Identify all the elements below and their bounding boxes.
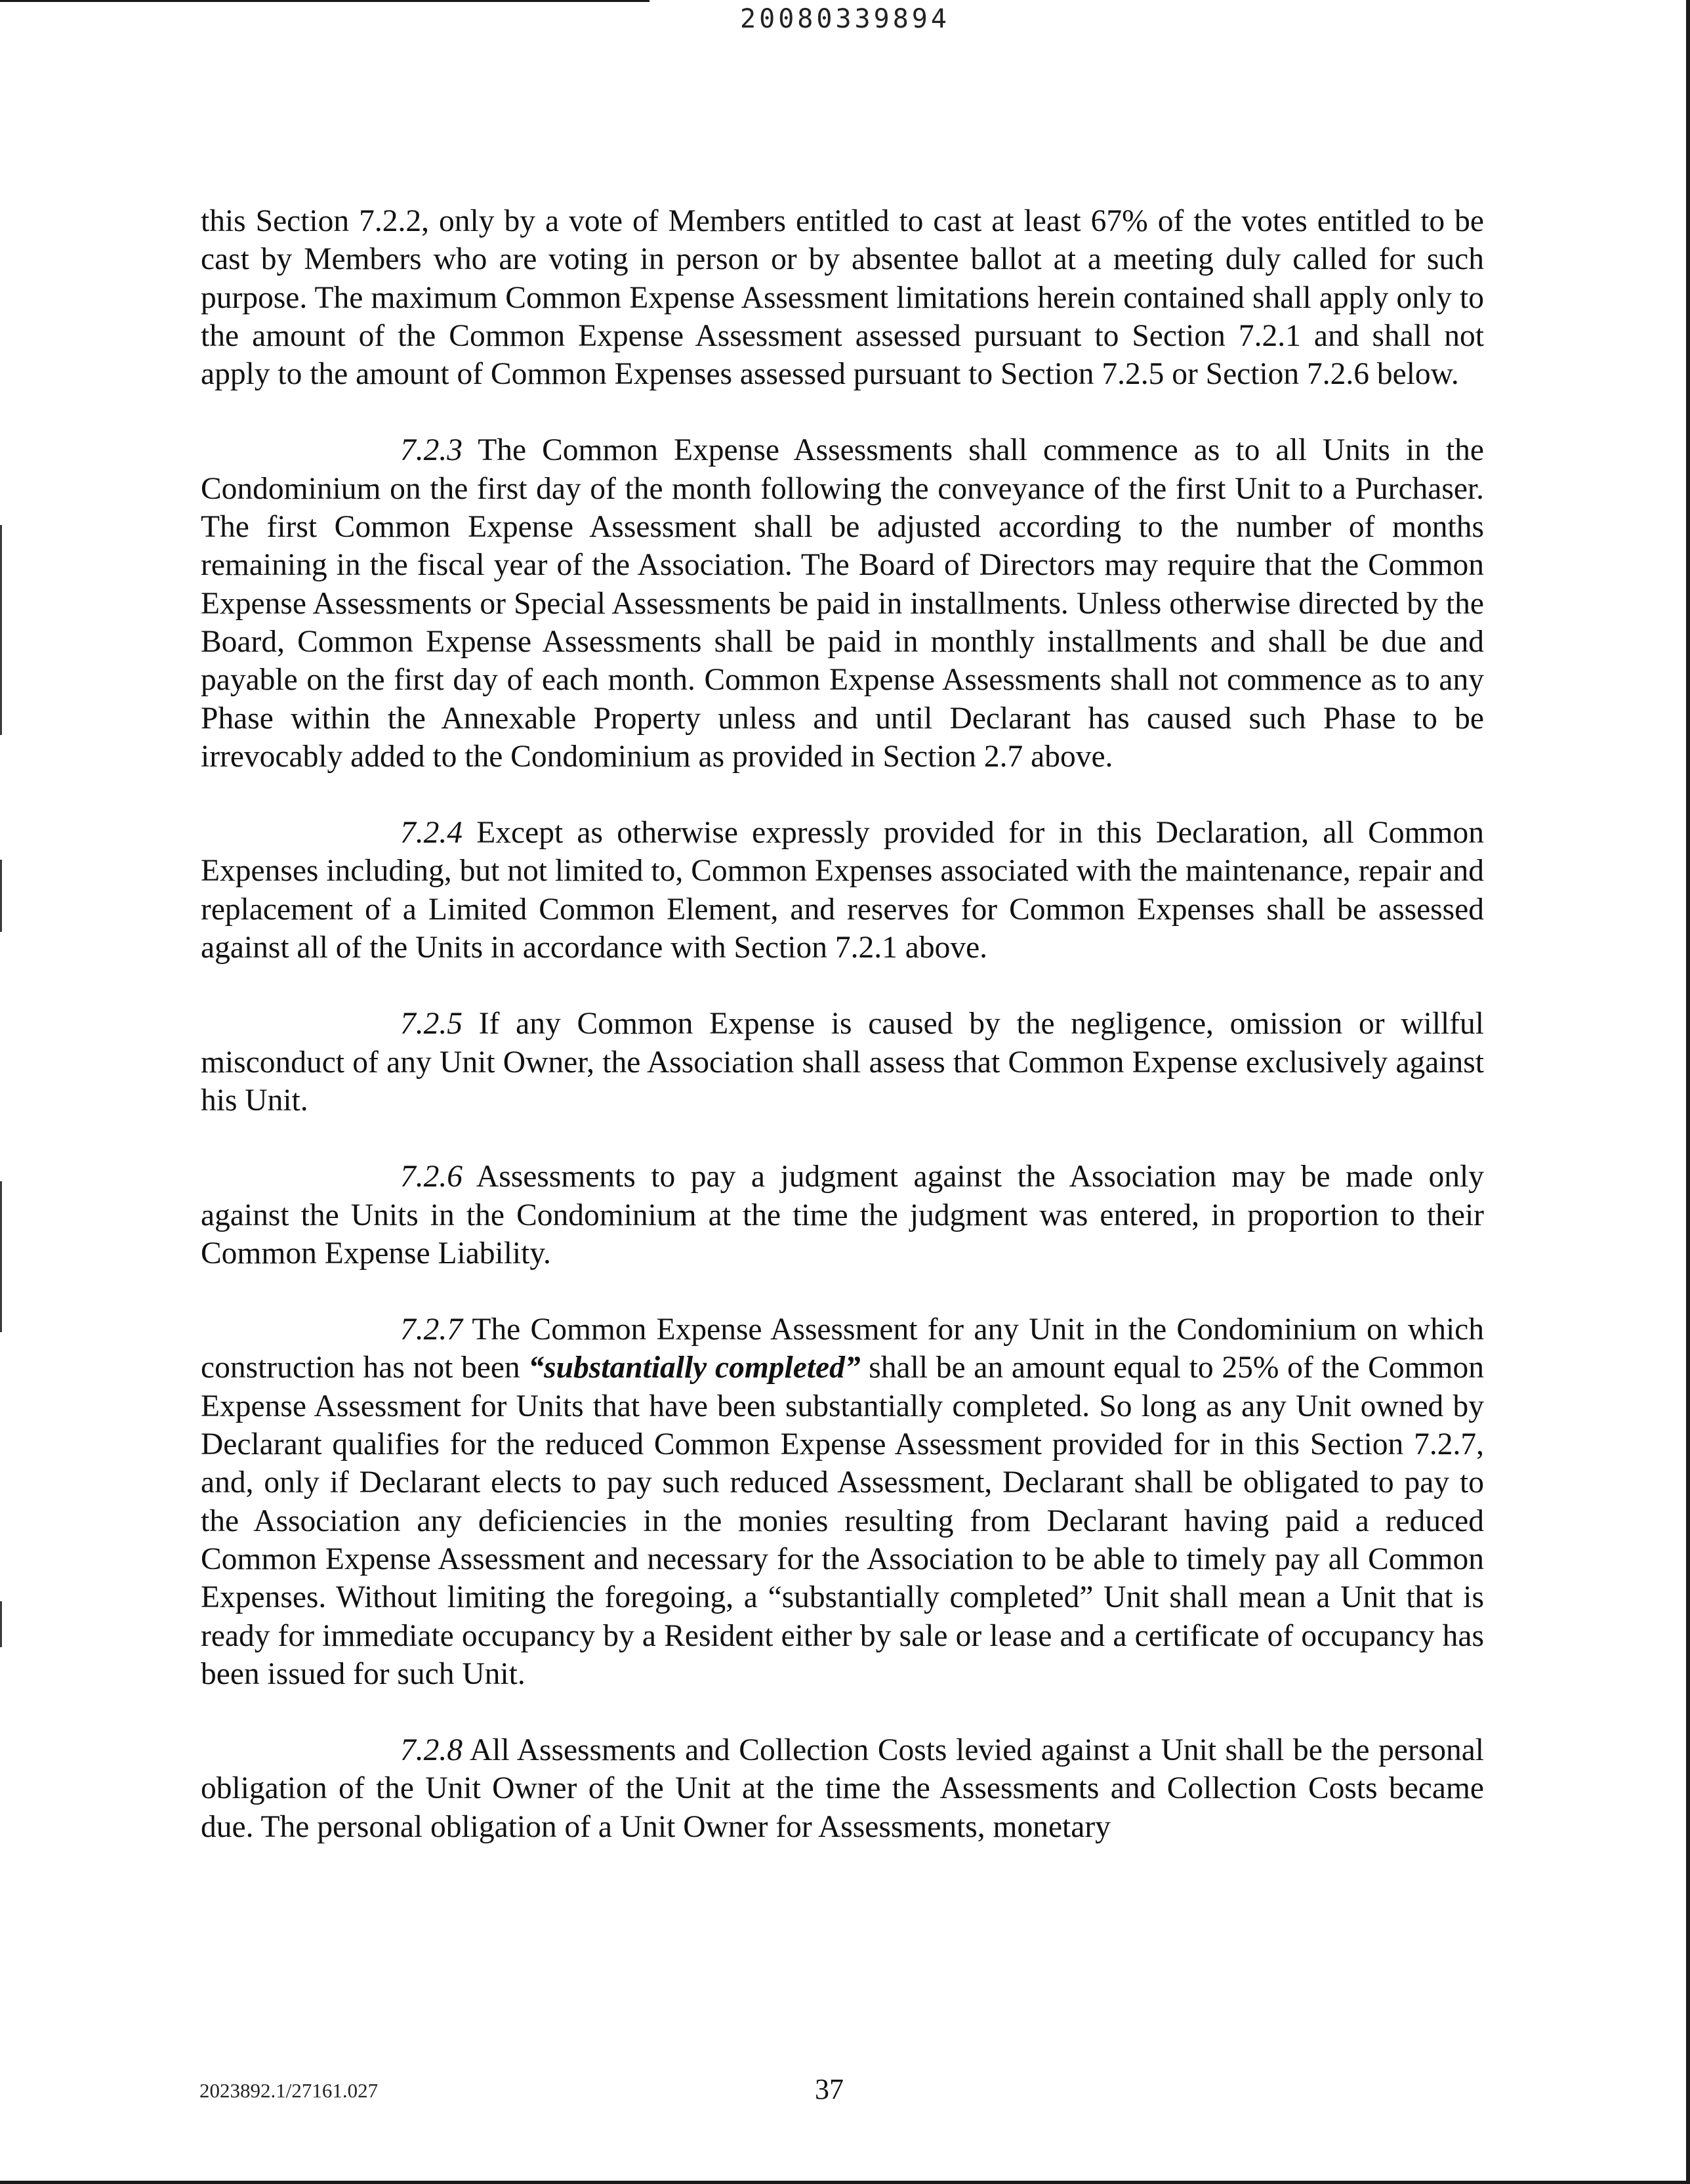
section-number: 7.2.4 [400, 816, 463, 850]
section-text: Except as otherwise expressly provided for in this Declaration, all Common Expenses including, but not limited to, Common Expenses associated with the maintenance, repair and replacement of a Limited Common Element, and reserves for Common Expenses shall be assessed against all of the Units in accordance with Section 7.2.1 above. [201, 816, 1484, 965]
defined-term: “substantially completed” [528, 1351, 861, 1385]
left-scan-edge-mark [0, 860, 2, 932]
section-number: 7.2.8 [400, 1733, 463, 1768]
section-number: 7.2.5 [400, 1007, 463, 1041]
section-7-2-8 [201, 1731, 1484, 1846]
section-7-2-7 [201, 1311, 1484, 1693]
page-number: 37 [815, 2073, 844, 2105]
section-text: shall be an amount equal to 25% of the Common Expense Assessment for Units that have been substantially completed. So long as any Unit owned by Declarant qualifies for the reduced Common Expense Assessment provided for in this Section 7.2.7, and, only if Declarant elects to pay such reduced Assessment, Declarant shall be obligated to pay to the Association any deficiencies in the monies resulting from Declarant having paid a reduced Common Expense Assessment and necessary for the Association to be able to timely pay all Common Expenses. Without limiting the foregoing, a “substantially completed” Unit shall mean a Unit that is ready for immediate occupancy by a Resident either by sale or lease and a certificate of occupancy has been issued for such Unit. [201, 1351, 1484, 1691]
right-scan-border [1686, 0, 1690, 2184]
section-text: The Common Expense Assessments shall commence as to all Units in the Condominium on the first day of the month following the conveyance of the first Unit to a Purchaser. The first Common Expense Assessment shall be adjusted according to the number of months remaining in the fiscal year of the Association. The Board of Directors may require that the Common Expense Assessments or Special Assessments be paid in installments. Unless otherwise directed by the Board, Common Expense Assessments shall be paid in monthly installments and shall be due and payable on the first day of each month. Common Expense Assessments shall not commence as to any Phase within the Annexable Property unless and until Declarant has caused such Phase to be irrevocably added to the Condominium as provided in Section 2.7 above. [201, 433, 1484, 774]
section-text: The Common Expense Assessment for any Unit in the Condominium on which construction has not been [201, 1312, 1484, 1385]
section-number: 7.2.3 [400, 433, 463, 468]
recording-number: 20080339894 [740, 4, 950, 34]
top-scan-border [0, 0, 649, 2]
footer-document-reference: 2023892.1/27161.027 [199, 2079, 379, 2102]
section-text: All Assessments and Collection Costs levied against a Unit shall be the personal obligation of the Unit Owner of the Unit at the time the Assessments and Collection Costs became due. The personal obligation of a Unit Owner for Assessments, monetary [201, 1733, 1484, 1844]
section-text: If any Common Expense is caused by the negligence, omission or willful misconduct of any Unit Owner, the Association shall assess that Common Expense exclusively against his Unit. [201, 1007, 1484, 1118]
left-scan-edge-mark [0, 1601, 2, 1647]
section-text: Assessments to pay a judgment against the Association may be made only against the Units in the Condominium at the time the judgment was entered, in proportion to their Common Expense Liability. [201, 1160, 1484, 1270]
section-7-2-4 [201, 814, 1484, 967]
section-7-2-5 [201, 1005, 1484, 1120]
section-number: 7.2.7 [400, 1312, 463, 1347]
section-7-2-6 [201, 1158, 1484, 1272]
document-body [201, 202, 1484, 1884]
section-number: 7.2.6 [400, 1160, 463, 1194]
left-scan-edge-mark [0, 1181, 2, 1332]
bottom-scan-border [0, 2181, 1690, 2184]
paragraph-continuation: this Section 7.2.2, only by a vote of Members entitled to cast at least 67% of the votes entitled to be cast by Members who are voting in person or by absentee ballot at a meeting duly called for such purpose. The maximum Common Expense Assessment limitations herein contained shall apply only to the amount of the Common Expense Assessment assessed pursuant to Section 7.2.1 and shall not apply to the amount of Common Expenses assessed pursuant to Section 7.2.5 or Section 7.2.6 below. [201, 204, 1484, 392]
left-scan-edge-mark [0, 525, 2, 735]
section-7-2-3 [201, 431, 1484, 776]
